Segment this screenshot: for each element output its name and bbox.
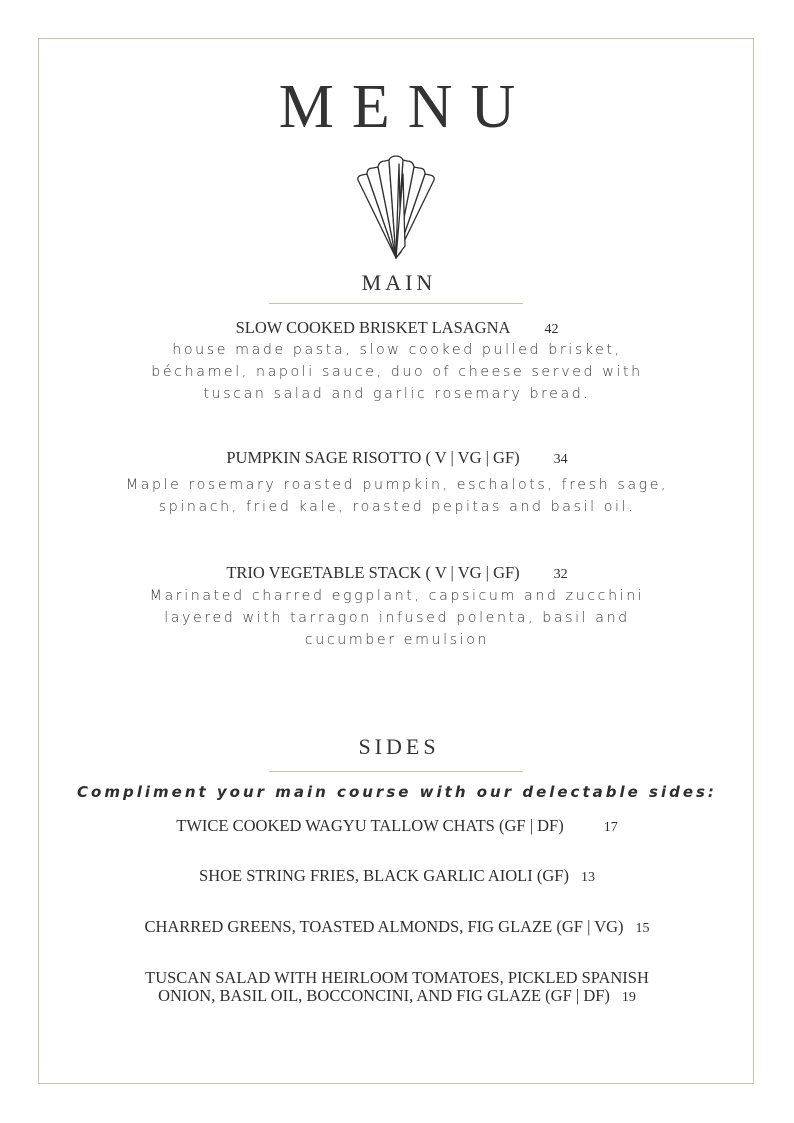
menu-title: MENU — [278, 73, 534, 141]
side-item-name: ONION, BASIL OIL, BOCCONCINI, AND FIG GLAZE (GF | DF) — [158, 986, 610, 1005]
main-item-price: 32 — [553, 567, 568, 582]
description-line: béchamel, napoli sauce, duo of cheese served with — [151, 364, 643, 380]
side-item-name: TWICE COOKED WAGYU TALLOW CHATS (GF | DF) — [176, 816, 564, 835]
description-line: Maple rosemary roasted pumpkin, eschalots, fresh sage, — [125, 477, 669, 493]
main-divider — [269, 303, 523, 304]
description-line: Marinated charred eggplant, capsicum and zucchini — [149, 588, 645, 604]
main-heading: MAIN — [361, 270, 437, 295]
sides-heading: SIDES — [358, 734, 440, 759]
main-item-name — [0, 318, 794, 340]
side-item-name: SHOE STRING FRIES, BLACK GARLIC AIOLI (GF) — [199, 866, 569, 885]
description-line: house made pasta, slow cooked pulled brisket, — [172, 342, 622, 358]
side-item — [0, 817, 794, 837]
main-item-name — [0, 448, 794, 470]
description-line: tuscan salad and garlic rosemary bread. — [203, 386, 591, 402]
main-item-description — [0, 585, 794, 651]
shell-fan-icon — [355, 154, 437, 262]
sides-intro: Compliment your main course with our delectable sides: — [77, 783, 717, 801]
sides-divider — [269, 771, 523, 772]
side-item-price: 13 — [580, 870, 595, 885]
side-item-price: 19 — [621, 990, 636, 1005]
main-item-description — [0, 339, 794, 405]
main-item-title: SLOW COOKED BRISKET LASAGNA — [235, 318, 511, 337]
main-item-price: 42 — [544, 322, 559, 337]
side-item-name: TUSCAN SALAD WITH HEIRLOOM TOMATOES, PICKLED SPANISH — [145, 968, 649, 987]
description-line: cucumber emulsion — [304, 632, 490, 648]
side-item-price: 17 — [603, 820, 618, 835]
side-item-name: CHARRED GREENS, TOASTED ALMONDS, FIG GLAZE (GF | VG) — [144, 917, 624, 936]
description-line: spinach, fried kale, roasted pepitas and basil oil. — [158, 499, 636, 515]
main-item-name — [0, 563, 794, 585]
main-item-title: PUMPKIN SAGE RISOTTO ( V | VG | GF) — [226, 448, 520, 467]
side-item — [0, 918, 794, 938]
side-item — [0, 867, 794, 887]
description-line: layered with tarragon infused polenta, basil and — [164, 610, 630, 626]
main-item-price: 34 — [553, 452, 568, 467]
main-item-title: TRIO VEGETABLE STACK ( V | VG | GF) — [226, 563, 520, 582]
main-item-description — [0, 474, 794, 518]
side-item — [0, 969, 794, 1007]
side-item-price: 15 — [635, 921, 650, 936]
